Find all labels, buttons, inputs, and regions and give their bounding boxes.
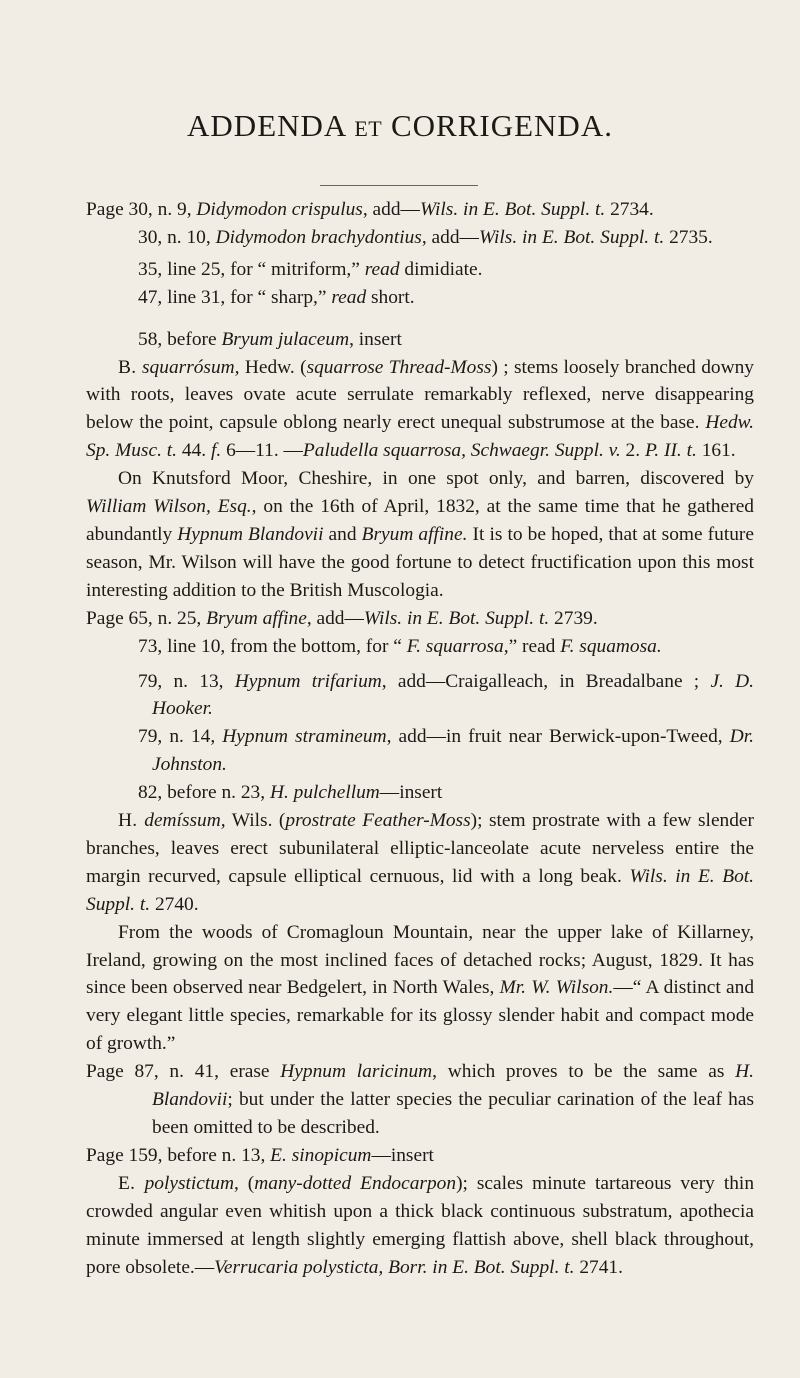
page-title: ADDENDA ET CORRIGENDA. <box>187 108 613 143</box>
entry-35-line25: 35, line 25, for “ mitriform,” read dimidiate. <box>138 258 483 280</box>
entry-30-n10: 30, n. 10, Didymodon brachydontius, add—Wils. in E. Bot. Suppl. t. 2735. <box>138 226 713 248</box>
entry-page-159-n13: Page 159, before n. 13, E. sinopicum—insert <box>86 1144 434 1166</box>
entry-79-n13: 79, n. 13, Hypnum trifarium, add—Craigalleach, in Breadalbane ; J. D. Hooker. <box>138 670 754 720</box>
text-body <box>86 196 754 1281</box>
paragraph-knutsford-moor: On Knutsford Moor, Cheshire, in one spot only, and barren, discovered by William Wilson, Esq., on the 16th of April, 1832, at the same time that he gathered abundantly Hypnum Blandovii and Bryum affine. It is to be hoped, that at some future season, Mr. Wilson will have the good fortune to detect fructification upon this most interesting addition to the British Muscologia. <box>86 468 754 601</box>
entry-page-30-n9: Page 30, n. 9, Didymodon crispulus, add—Wils. in E. Bot. Suppl. t. 2734. <box>86 199 654 220</box>
title-rule <box>320 185 478 186</box>
entry-79-n14: 79, n. 14, Hypnum stramineum, add—in fruit near Berwick-upon-Tweed, Dr. Johnston. <box>138 726 754 776</box>
entry-82-insert: 82, before n. 23, H. pulchellum—insert <box>138 782 443 804</box>
entry-58-insert: 58, before Bryum julaceum, insert <box>138 328 402 350</box>
species-endocarpon-polystictum: E. polystictum, (many-dotted Endocarpon); scales minute tartareous very thin crowded angular even whitish upon a thick black continuous substratum, apothecia minute immersed at length slightly emerging flattish above, shell black throughout, pore obsolete.—Verrucaria polysticta, Borr. in E. Bot. Suppl. t. 2741. <box>86 1172 755 1278</box>
entry-47-line31: 47, line 31, for “ sharp,” read short. <box>138 286 415 308</box>
species-bryum-squarrosum: B. squarrósum, Hedw. (squarrose Thread-Moss) ; stems loosely branched downy with roots, leaves ovate acute serrulate remarkably reflexed, nerve disappearing below the point, capsule oblong nearly erect unequal substrumose at the base. Hedw. Sp. Musc. t. 44. f. 6—11. —Paludella squarrosa, Schwaegr. Suppl. v. 2. P. II. t. 161. <box>86 356 754 462</box>
entry-page-87-n41: Page 87, n. 41, erase Hypnum laricinum, which proves to be the same as H. Blandovii; but under the latter species the peculiar carination of the leaf has been omitted to be described. <box>86 1061 755 1138</box>
entry-73-line10: 73, line 10, from the bottom, for “ F. squarrosa,” read F. squamosa. <box>138 635 662 657</box>
paragraph-cromagloun: From the woods of Cromagloun Mountain, near the upper lake of Killarney, Ireland, growing on the most inclined faces of detached rocks; August, 1829. It has since been observed near Bedgelert, in North Wales, Mr. W. Wilson.—“ A distinct and very elegant little species, remarkable for its glossy slender habit and compact mode of growth.” <box>86 921 755 1055</box>
species-hypnum-demissum: H. demíssum, Wils. (prostrate Feather-Moss); stem prostrate with a few slender branches, leaves erect subunilateral elliptic-lanceolate acute nerveless entire the margin recurved, capsule elliptical cernuous, lid with a long beak. Wils. in E. Bot. Suppl. t. 2740. <box>86 810 755 915</box>
entry-page-65-n25: Page 65, n. 25, Bryum affine, add—Wils. in E. Bot. Suppl. t. 2739. <box>86 607 598 629</box>
